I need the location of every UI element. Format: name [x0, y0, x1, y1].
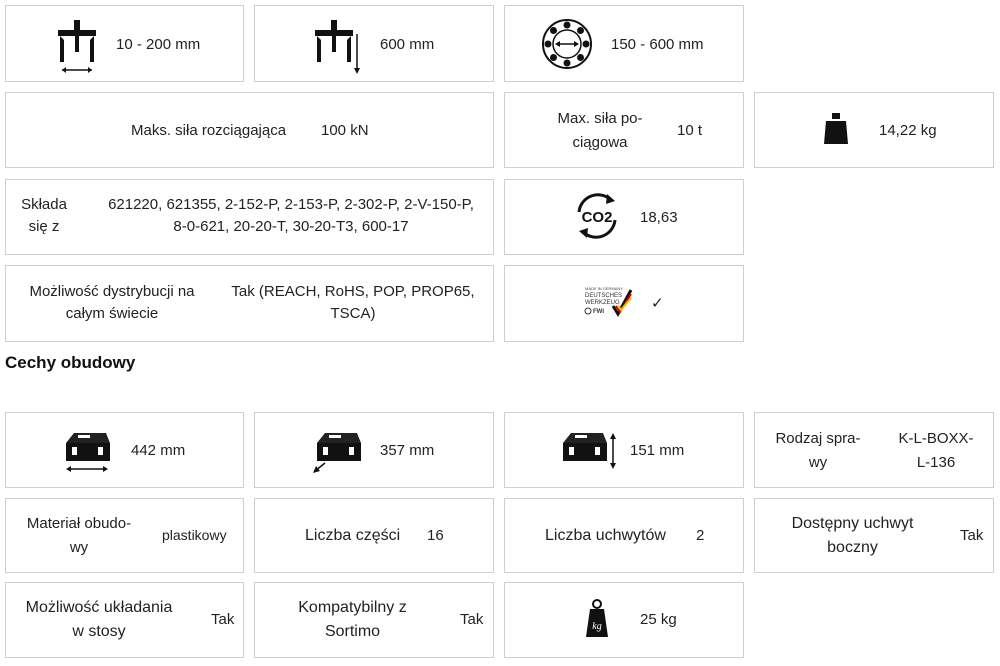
svg-text:FWI: FWI — [593, 309, 604, 315]
pull-force-card — [504, 92, 744, 168]
case-width-value: 357 mm — [380, 442, 435, 459]
reach-value: 600 mm — [380, 36, 435, 53]
pull-force-label: Max. siła po- ciągowa — [557, 110, 643, 151]
jaw-range-card — [5, 5, 244, 82]
side-handle-card — [754, 498, 994, 573]
sortimo-label: Kompatybilny z Sortimo — [298, 599, 407, 640]
case-height-icon — [561, 429, 617, 473]
bearing-range-card — [504, 5, 744, 82]
case-width-icon — [311, 429, 363, 473]
co2-icon-text: CO2 — [581, 209, 613, 226]
parts-card — [254, 498, 494, 573]
handles-label: Liczba uchwytów — [545, 527, 666, 544]
case-length-value: 442 mm — [131, 442, 186, 459]
side-handle-label: Dostępny uchwyt boczny — [791, 515, 914, 556]
co2-value: 18,63 — [640, 209, 678, 226]
consists-label: Składa się z — [21, 196, 67, 235]
puller-jaw-range-icon — [52, 18, 102, 74]
side-handle-value: Tak — [960, 527, 984, 544]
made-in-germany-badge — [583, 284, 633, 324]
case-length-icon — [62, 429, 114, 473]
case-type-value: K-L-BOXX- L-136 — [898, 430, 974, 471]
case-weight-value: 25 kg — [640, 611, 677, 628]
co2-icon — [571, 190, 623, 242]
made-in-germany-card — [504, 265, 744, 342]
material-value: plastikowy — [162, 527, 227, 543]
pull-force-value: 10 t — [677, 122, 703, 139]
weight-icon — [823, 113, 849, 145]
material-card — [5, 498, 244, 573]
stacking-label: Możliwość układania w stosy — [25, 599, 173, 640]
stacking-card — [5, 582, 244, 658]
distribution-value: Tak (REACH, RoHS, POP, PROP65, TSCA) — [231, 283, 475, 322]
bearing-range-value: 150 - 600 mm — [611, 36, 704, 53]
tensile-card — [5, 92, 494, 168]
kg-icon-text: kg — [592, 621, 602, 632]
parts-label: Liczba części — [305, 527, 401, 544]
tensile-label: Maks. siła rozciągająca — [131, 122, 287, 139]
consists-value: 621220, 621355, 2-152-P, 2-153-P, 2-302-P, 2-V-150-P, 8-0-621, 20-20-T, 30-20-T3, 600-17 — [108, 196, 474, 235]
bearing-icon — [541, 18, 593, 70]
case-height-value: 151 mm — [630, 442, 685, 459]
stacking-value: Tak — [211, 611, 235, 628]
tensile-value: 100 kN — [321, 122, 369, 139]
svg-text:DEUTSCHES: DEUTSCHES — [585, 293, 623, 299]
handles-card — [504, 498, 744, 573]
distribution-card — [5, 265, 494, 342]
material-label: Materiał obudo- wy — [26, 515, 132, 556]
svg-text:WERKZEUG: WERKZEUG — [585, 300, 620, 306]
badge-check: ✓ — [651, 295, 664, 312]
sortimo-value: Tak — [460, 611, 484, 628]
weight-value: 14,22 kg — [879, 122, 937, 139]
parts-value: 16 — [427, 527, 444, 544]
consists-card — [5, 179, 494, 255]
distribution-label: Możliwość dystrybucji na całym świecie — [29, 283, 195, 322]
puller-reach-icon — [311, 18, 361, 76]
case-height-card — [504, 412, 744, 488]
case-width-card — [254, 412, 494, 488]
case-length-card — [5, 412, 244, 488]
svg-text:MADE IN GERMANY: MADE IN GERMANY — [585, 286, 624, 291]
jaw-range-value: 10 - 200 mm — [116, 36, 201, 53]
co2-card — [504, 179, 744, 255]
handles-value: 2 — [696, 527, 705, 544]
section-title: Cechy obudowy — [5, 353, 136, 372]
reach-card — [254, 5, 494, 82]
weight-card — [754, 92, 994, 168]
kg-weight-icon — [585, 599, 609, 639]
case-type-label: Rodzaj spra- wy — [775, 430, 861, 471]
case-type-card — [754, 412, 994, 488]
case-weight-card — [504, 582, 744, 658]
sortimo-card — [254, 582, 494, 658]
